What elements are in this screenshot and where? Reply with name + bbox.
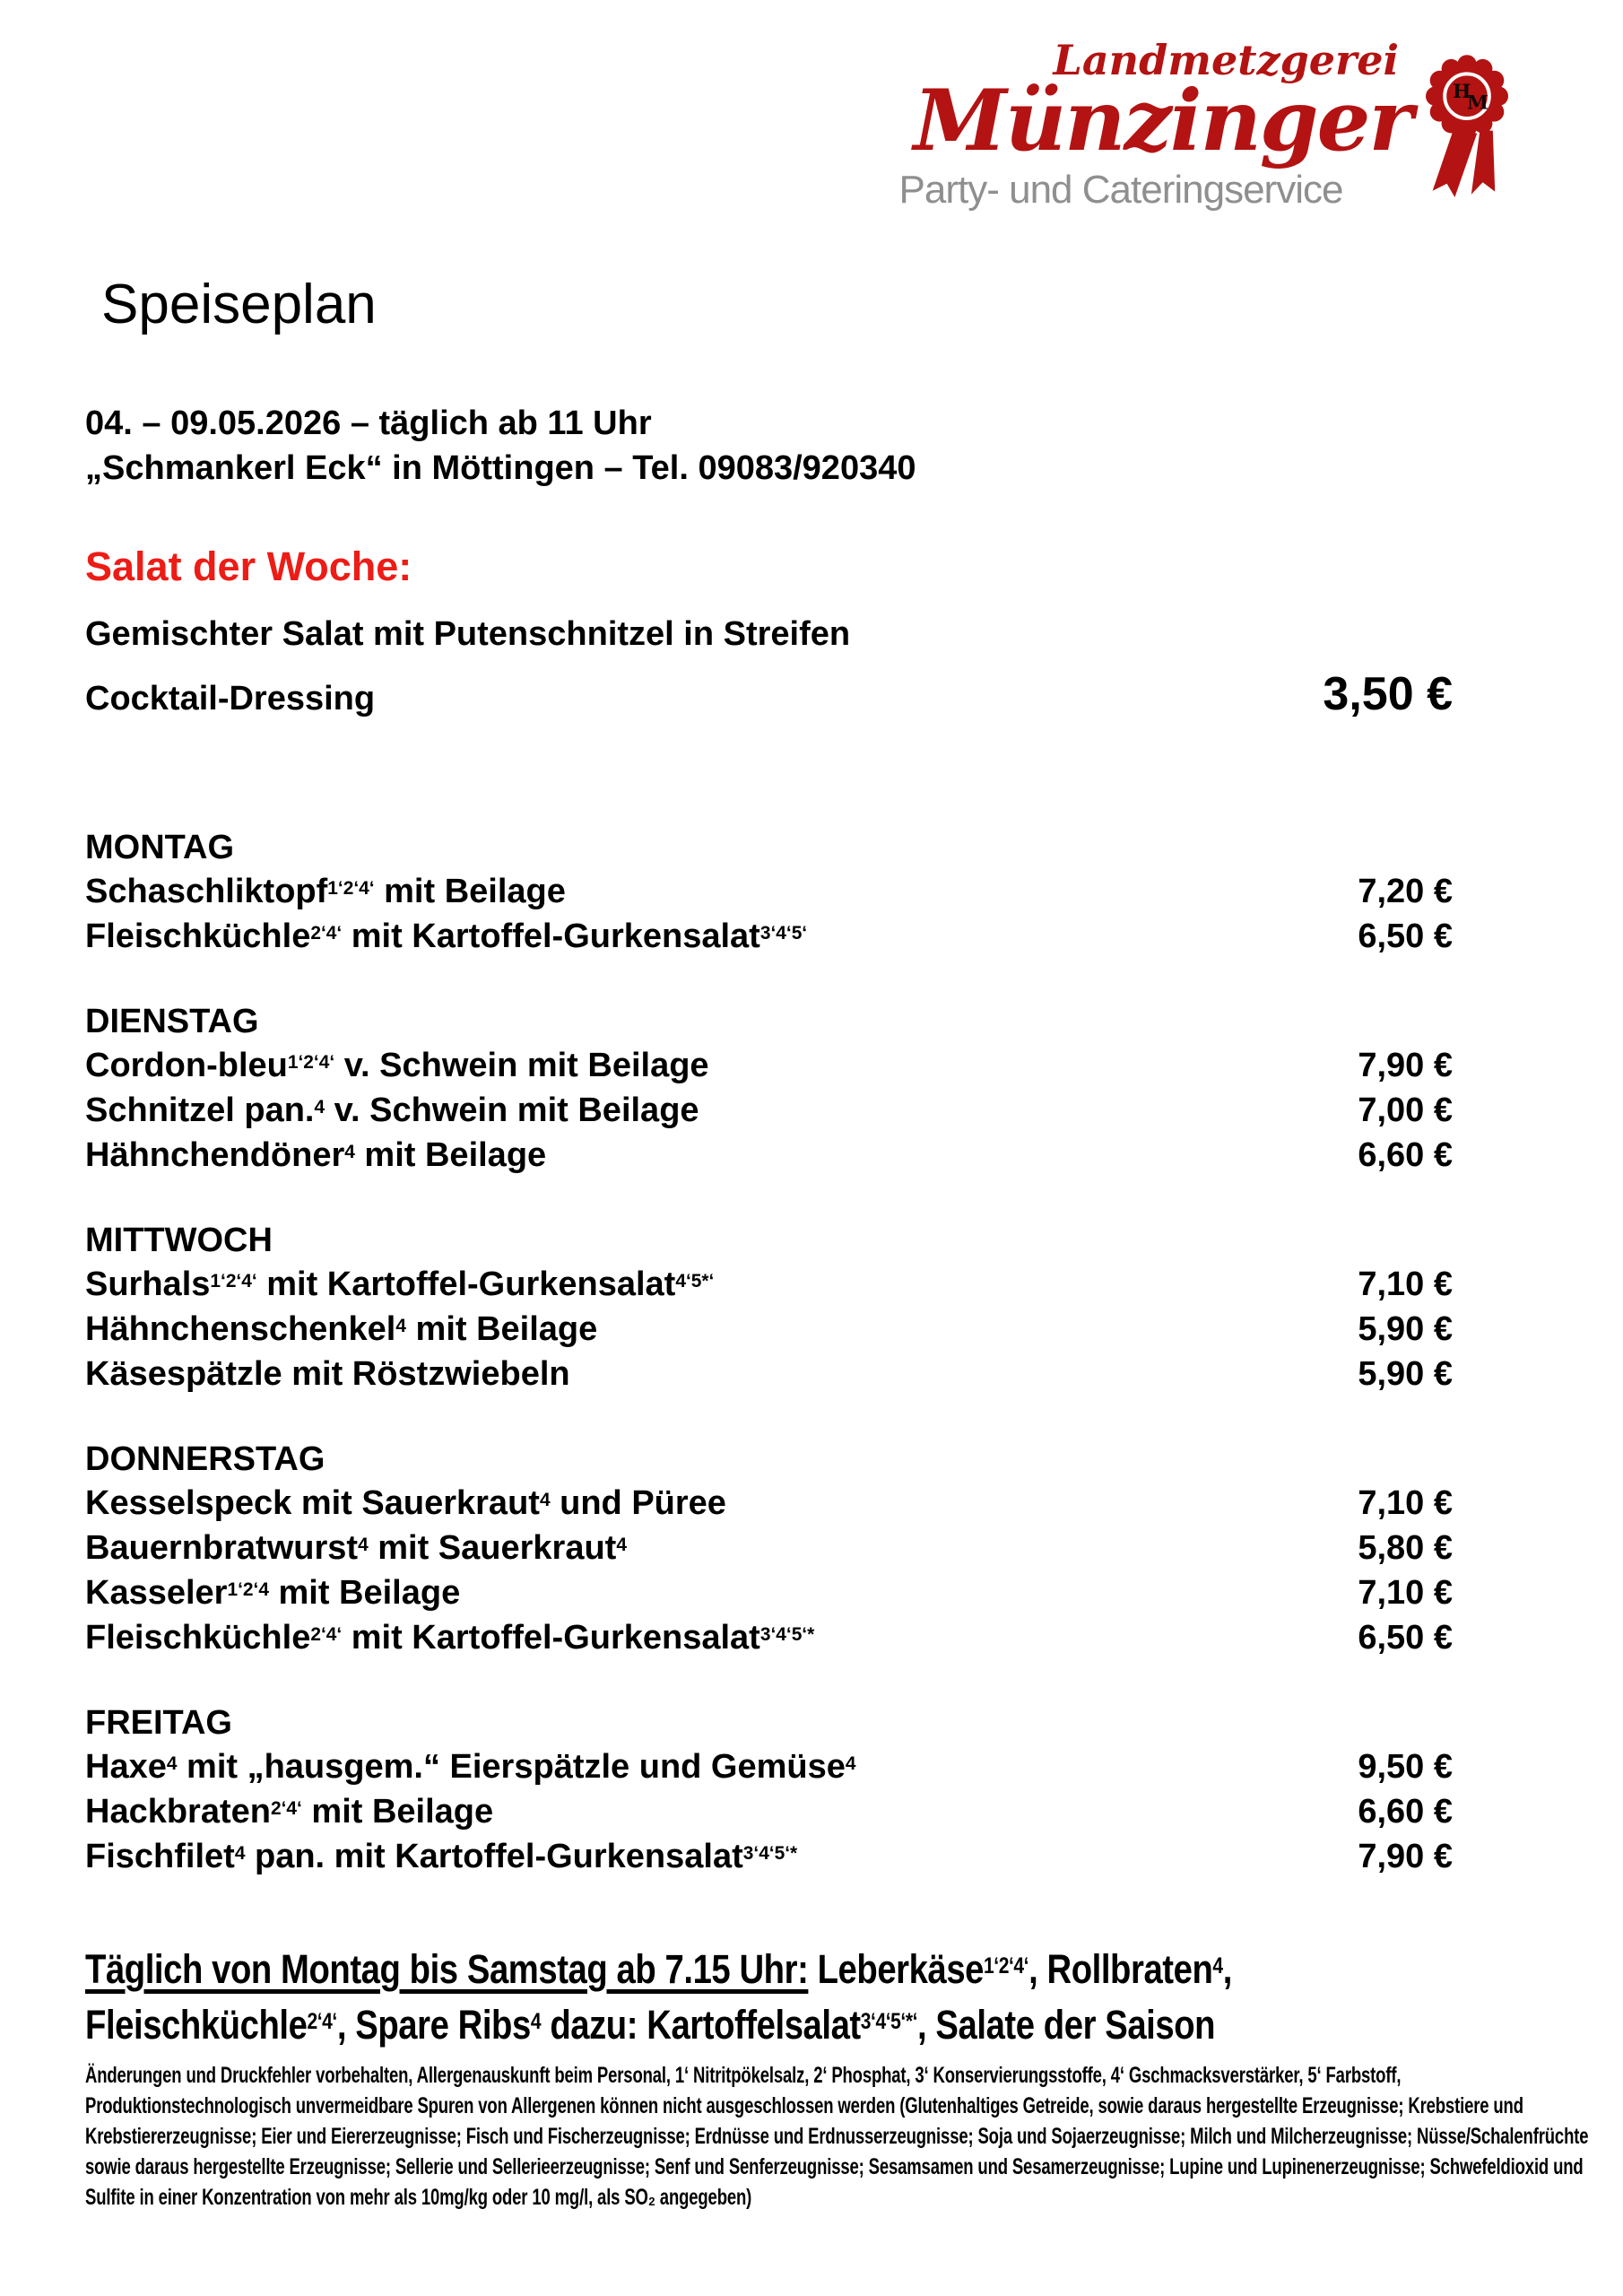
day-header: FREITAG [85, 1704, 232, 1742]
menu-item-row [85, 869, 1453, 914]
item-price: 7,90 € [1358, 1047, 1453, 1084]
item-name: Surhals$^{1‘2‘4‘}$ mit Kartoffel-Gurkensalat$^{4‘5*‘}$ [85, 1265, 715, 1303]
menu-item-row [85, 1526, 1453, 1570]
item-price: 7,00 € [1358, 1091, 1453, 1129]
logo-brand-top: Landmetzgerei [1053, 36, 1399, 84]
badge-letter-h: H [1453, 80, 1471, 103]
menu-item-row [85, 1615, 1453, 1660]
menu-item-row [85, 914, 1453, 959]
item-price: 7,90 € [1358, 1838, 1453, 1875]
daily-offer-line1-rest: Leberkäse$^{1‘2‘4‘}$, Rollbraten$^4$, [808, 1946, 1232, 1992]
salad-of-week-section [85, 543, 1453, 720]
menu-item-row [85, 1481, 1453, 1526]
item-name: Fleischküchle$^{2‘4‘}$ mit Kartoffel-Gurkensalat$^{3‘4‘5‘}$ [85, 918, 808, 955]
logo-subtitle: Party- und Cateringservice [898, 168, 1343, 212]
footer [85, 1942, 1623, 2213]
menu-item-row [85, 1352, 1453, 1396]
item-price: 6,60 € [1358, 1793, 1453, 1831]
day-section-dienstag [85, 1000, 1453, 1178]
day-section-montag [85, 826, 1453, 959]
item-price: 5,90 € [1358, 1355, 1453, 1393]
logo [830, 38, 1517, 213]
weekday-menu [85, 826, 1453, 1879]
logo-brand-name: Münzinger [913, 72, 1411, 170]
menu-item-row [85, 1570, 1453, 1615]
day-header: DONNERSTAG [85, 1440, 325, 1478]
daily-offer [85, 1942, 1623, 2053]
item-name: Hähnchenschenkel$^4$ mit Beilage [85, 1310, 598, 1348]
daily-offer-line2: Fleischküchle$^{2‘4‘}$, Spare Ribs$^4$ dazu: Kartoffelsalat$^{3‘4‘5‘*‘}$, Salate der Saison [85, 2002, 1216, 2048]
item-name: Kasseler$^{1‘2‘4}$ mit Beilage [85, 1574, 461, 1612]
item-name: Schaschliktopf$^{1‘2‘4‘}$ mit Beilage [85, 873, 566, 910]
salad-description: Gemischter Salat mit Putenschnitzel in Streifen [85, 615, 851, 653]
item-name: Haxe$^4$ mit „hausgem.“ Eierspätzle und Gemüse$^4$ [85, 1748, 856, 1786]
date-line: 04. – 09.05.2026 – täglich ab 11 Uhr [85, 404, 652, 442]
menu-item-row [85, 1133, 1453, 1178]
item-price: 7,10 € [1358, 1265, 1453, 1303]
daily-offer-heading: Täglich von Montag bis Samstag ab 7.15 Uhr: [85, 1946, 809, 1992]
day-section-mittwoch [85, 1219, 1453, 1396]
menu-item-row [85, 1262, 1453, 1307]
item-price: 7,20 € [1358, 873, 1453, 910]
info-block [85, 401, 1453, 491]
menu-item-row [85, 1789, 1453, 1834]
item-price: 6,60 € [1358, 1136, 1453, 1174]
menu-item-row [85, 1088, 1453, 1133]
logo-texts [830, 38, 1411, 213]
day-section-donnerstag [85, 1438, 1453, 1660]
main-content [85, 274, 1453, 1920]
item-name: Fischfilet$^4$ pan. mit Kartoffel-Gurkensalat$^{3‘4‘5‘*}$ [85, 1838, 798, 1875]
badge-letter-m: M [1467, 91, 1488, 115]
item-price: 5,80 € [1358, 1529, 1453, 1567]
item-price: 6,50 € [1358, 918, 1453, 955]
day-header: MITTWOCH [85, 1222, 273, 1259]
item-price: 9,50 € [1358, 1748, 1453, 1786]
menu-item-row [85, 1834, 1453, 1879]
item-price: 5,90 € [1358, 1310, 1453, 1348]
item-name: Kesselspeck mit Sauerkraut$^4$ und Püree [85, 1484, 726, 1522]
page-title: Speiseplan [101, 274, 377, 335]
menu-item-row [85, 1307, 1453, 1352]
salad-dressing: Cocktail-Dressing [85, 680, 376, 718]
item-name: Cordon-bleu$^{1‘2‘4‘}$ v. Schwein mit Beilage [85, 1047, 709, 1084]
salad-heading: Salat der Woche: [85, 544, 412, 589]
item-price: 7,10 € [1358, 1484, 1453, 1522]
salad-price-row [85, 668, 1453, 720]
item-price: 6,50 € [1358, 1619, 1453, 1657]
menu-item-row [85, 1744, 1453, 1789]
salad-price: 3,50 € [1323, 668, 1453, 720]
item-name: Hackbraten$^{2‘4‘}$ mit Beilage [85, 1793, 494, 1831]
item-name: Bauernbratwurst$^4$ mit Sauerkraut$^4$ [85, 1529, 627, 1567]
item-price: 7,10 € [1358, 1574, 1453, 1612]
allergen-fine-print [85, 2060, 1611, 2213]
menu-item-row [85, 1043, 1453, 1088]
fine-print-line2: Produktionstechnologisch unvermeidbare Spuren von Allergenen können nicht ausgeschlossen werden (Glutenhaltiges Getreide, sowie daraus hergestellte Erzeugnisse; Krebstiere und Krebstiererzeugnisse; Eier und Eiererzeugnisse; Fisch und Fischerzeugnisse; Erdnüsse und Erdnusserzeugnisse; Soja und Sojaerzeugnisse; Milch und Milcherzeugnisse; Nüsse/Schalenfrüchte sowie daraus hergestellte Erzeugnisse; Sellerie und Sellerieerzeugnisse; Senf und Senferzeugnisse; Sesamsamen und Sesamerzeugnisse; Lupine und Lupinenerzeugnisse; Schwefeldioxid und Sulfite in einer Konzentration von mehr als 10mg/kg oder 10 mg/l, als SO₂ angegeben) [85, 2093, 1589, 2210]
item-name: Fleischküchle$^{2‘4‘}$ mit Kartoffel-Gurkensalat$^{3‘4‘5‘*}$ [85, 1619, 815, 1657]
day-section-freitag [85, 1701, 1453, 1879]
fine-print-line1: Änderungen und Druckfehler vorbehalten, Allergenauskunft beim Personal, 1‘ Nitritpökelsalz, 2‘ Phosphat, 3‘ Konservierungsstoffe, 4‘ Gschmacksverstärker, 5‘ Farbstoff, [85, 2063, 1402, 2088]
item-name: Käsespätzle mit Röstzwiebeln [85, 1355, 570, 1393]
item-name: Schnitzel pan.$^4$ v. Schwein mit Beilage [85, 1091, 699, 1129]
item-name: Hähnchendöner$^4$ mit Beilage [85, 1136, 547, 1174]
rosette-badge-icon [1417, 50, 1517, 201]
day-header: DIENSTAG [85, 1003, 259, 1040]
location-line: „Schmankerl Eck“ in Möttingen – Tel. 09083/920340 [85, 449, 916, 487]
day-header: MONTAG [85, 829, 235, 866]
